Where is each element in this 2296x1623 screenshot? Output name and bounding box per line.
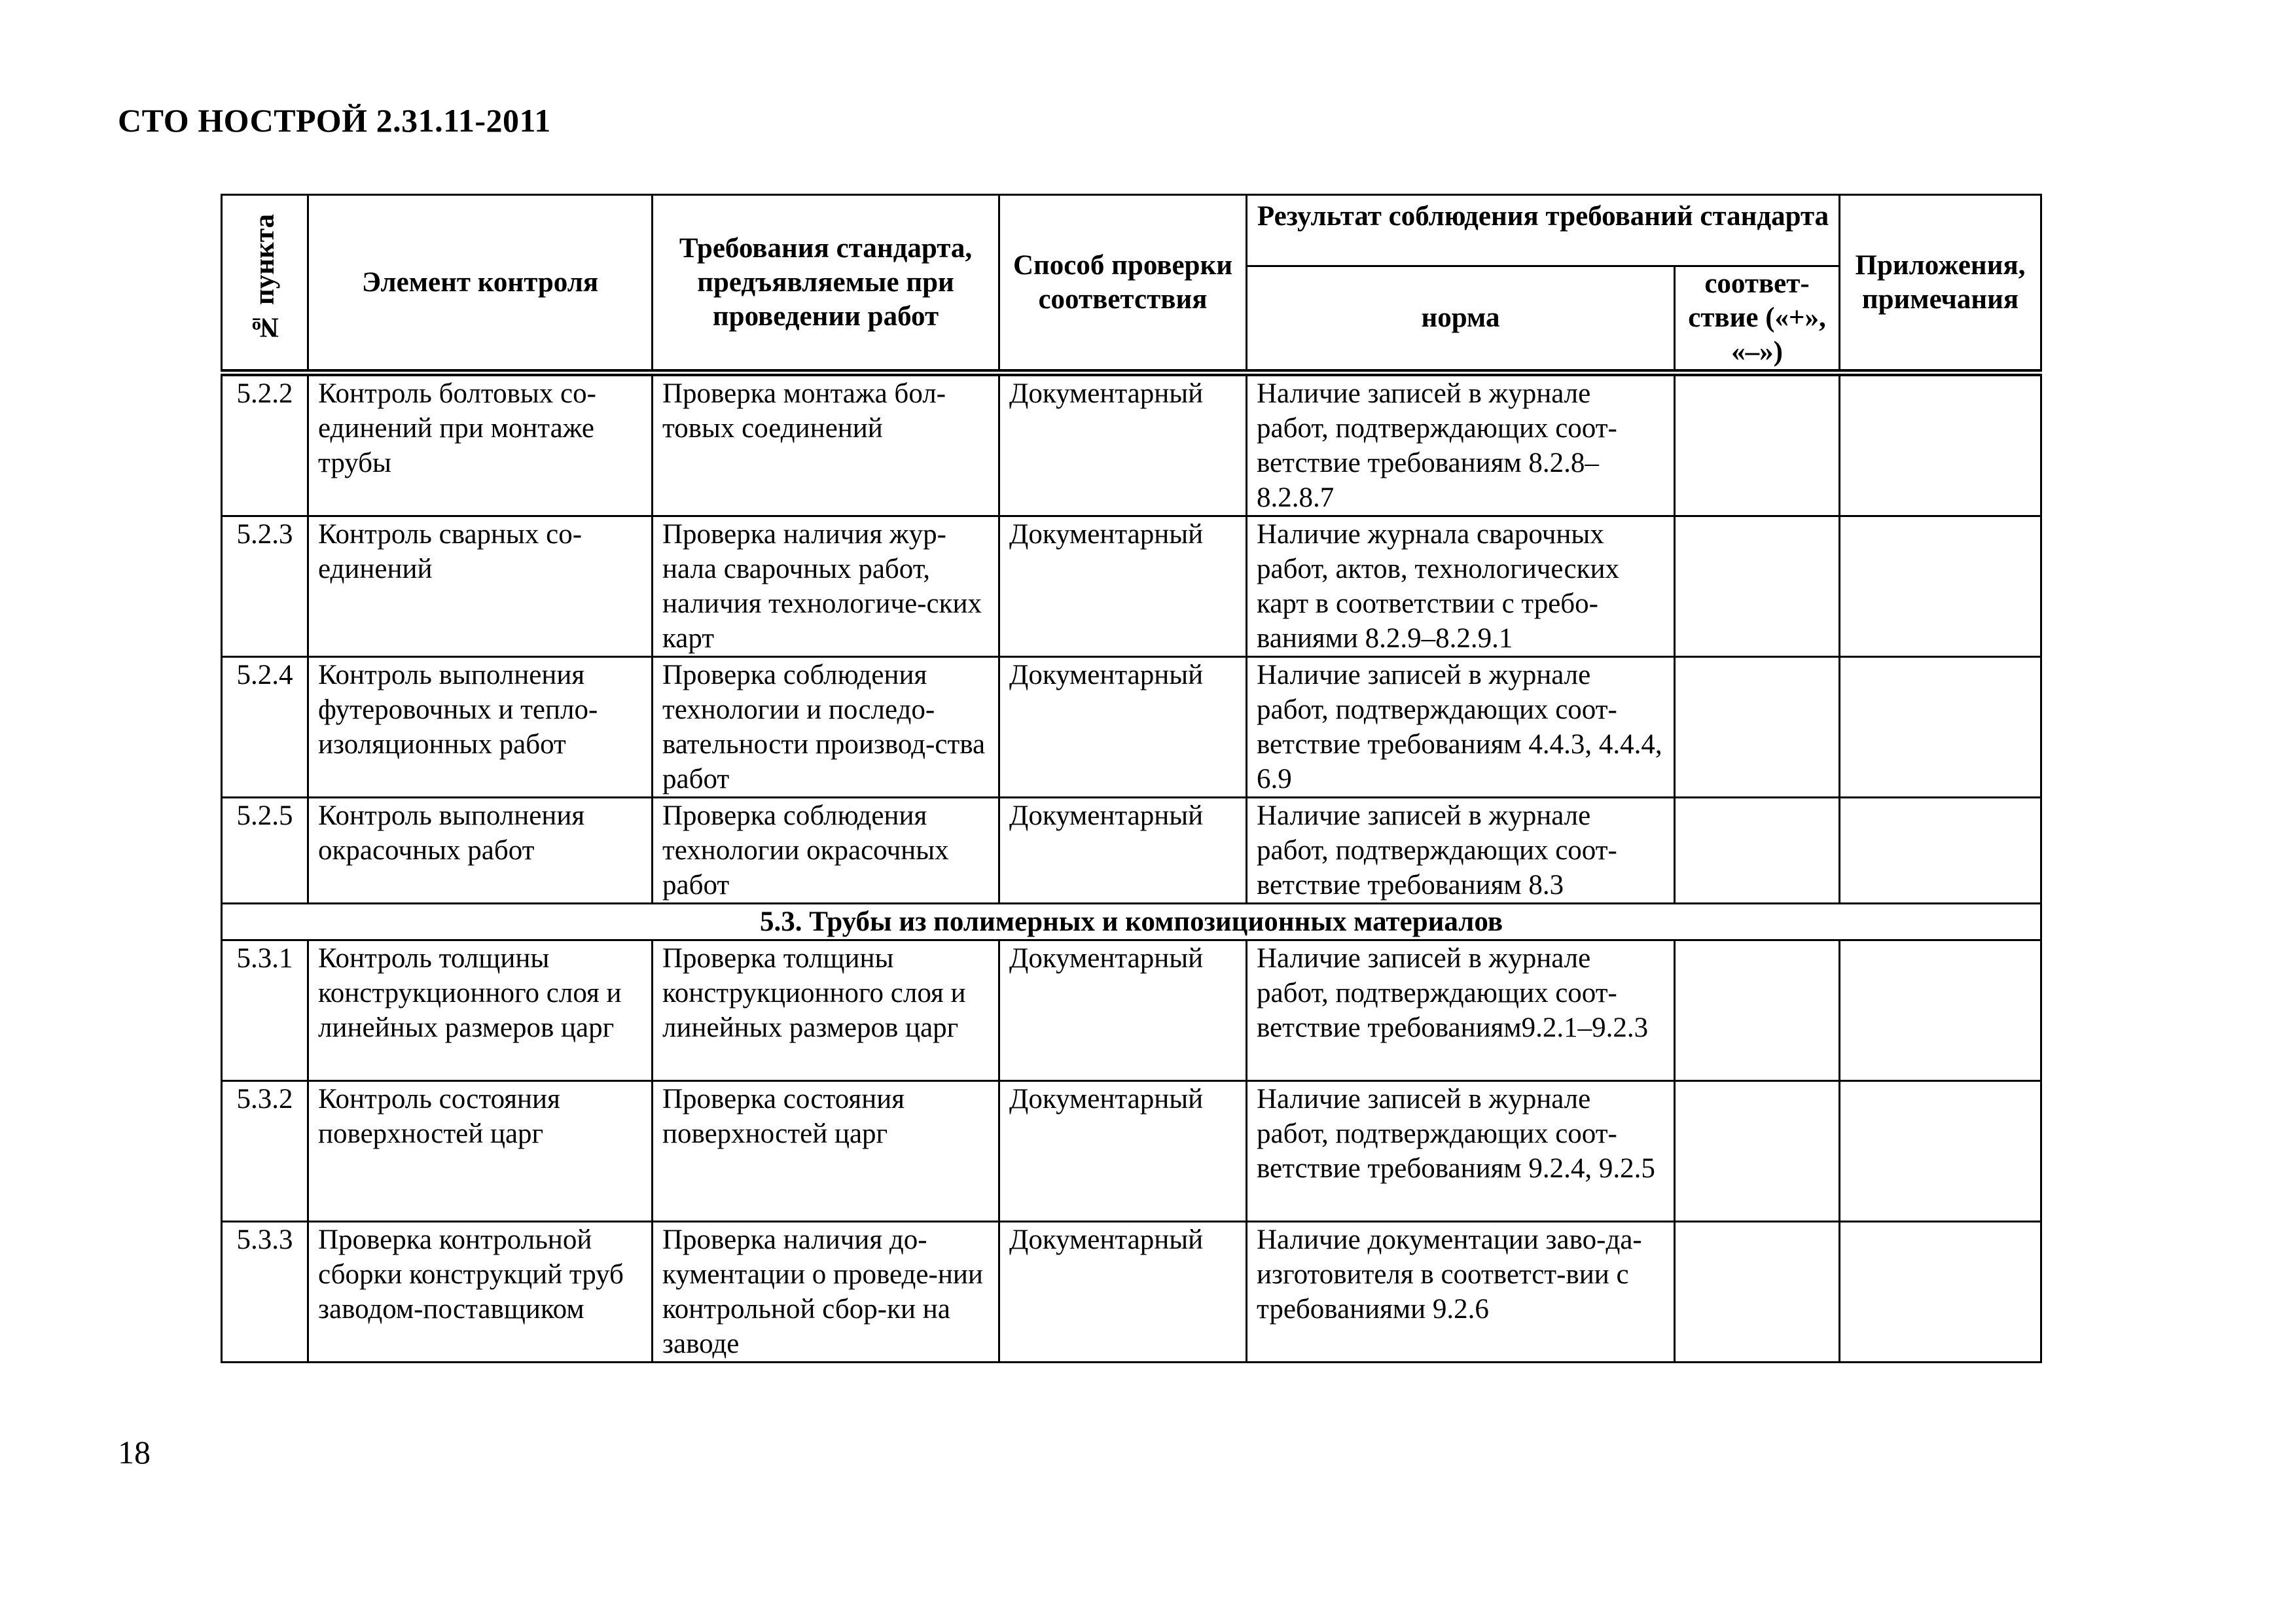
table-row [222, 798, 2041, 904]
document-code: СТО НОСТРОЙ 2.31.11-2011 [118, 102, 551, 139]
row-element: Контроль толщины конструкционного слоя и линейных размеров царг [308, 940, 653, 1081]
row-requirement: Проверка соблюдения технологии окрасочных работ [653, 798, 999, 904]
row-requirement: Проверка наличия жур-нала сварочных работ, наличия технологиче-ских карт [653, 516, 999, 657]
row-method: Документарный [999, 657, 1247, 798]
header-element: Элемент контроля [308, 195, 653, 373]
row-notes [1840, 940, 2041, 1081]
row-method: Документарный [999, 940, 1247, 1081]
table-row [222, 657, 2041, 798]
section-row [222, 904, 2041, 940]
row-element: Контроль сварных со-единений [308, 516, 653, 657]
row-element: Контроль выполнения футеровочных и тепло-изоляционных работ [308, 657, 653, 798]
row-notes [1840, 657, 2041, 798]
row-element: Контроль состояния поверхностей царг [308, 1081, 653, 1222]
header-requirements: Требования стандарта, предъявляемые при проведении работ [653, 195, 999, 373]
row-notes [1840, 1081, 2041, 1222]
header-result-group: Результат соблюдения требований стандарта [1247, 195, 1840, 266]
row-compliance [1675, 373, 1840, 516]
row-norm: Наличие записей в журнале работ, подтверждающих соот-ветствие требованиям9.2.1–9.2.3 [1247, 940, 1675, 1081]
row-norm: Наличие записей в журнале работ, подтверждающих соот-ветствие требованиям 4.4.3, 4.4.4, 6.9 [1247, 657, 1675, 798]
row-method: Документарный [999, 798, 1247, 904]
row-compliance [1675, 1081, 1840, 1222]
section-title: 5.3. Трубы из полимерных и композиционных материалов [222, 904, 2041, 940]
control-table [221, 194, 2042, 1363]
row-num: 5.3.3 [222, 1222, 308, 1363]
header-method: Способ проверки соответствия [999, 195, 1247, 373]
table-body [222, 373, 2041, 1363]
row-method: Документарный [999, 373, 1247, 516]
row-element: Проверка контрольной сборки конструкций труб заводом-поставщиком [308, 1222, 653, 1363]
table-row [222, 1222, 2041, 1363]
table-row [222, 1081, 2041, 1222]
row-num: 5.2.3 [222, 516, 308, 657]
table-row [222, 516, 2041, 657]
table-header [222, 195, 2041, 373]
header-num [222, 195, 308, 373]
row-notes [1840, 373, 2041, 516]
row-num: 5.2.2 [222, 373, 308, 516]
row-method: Документарный [999, 516, 1247, 657]
row-notes [1840, 798, 2041, 904]
row-compliance [1675, 657, 1840, 798]
table-row [222, 940, 2041, 1081]
row-element: Контроль выполнения окрасочных работ [308, 798, 653, 904]
row-norm: Наличие записей в журнале работ, подтверждающих соот-ветствие требованиям 9.2.4, 9.2.5 [1247, 1081, 1675, 1222]
row-requirement: Проверка монтажа бол-товых соединений [653, 373, 999, 516]
table-row [222, 373, 2041, 516]
row-notes [1840, 516, 2041, 657]
row-requirement: Проверка состояния поверхностей царг [653, 1081, 999, 1222]
row-num: 5.3.2 [222, 1081, 308, 1222]
row-norm: Наличие документации заво-да-изготовителя в соответст-вии с требованиями 9.2.6 [1247, 1222, 1675, 1363]
row-num: 5.3.1 [222, 940, 308, 1081]
header-notes: Приложения, примечания [1840, 195, 2041, 373]
header-compliance: соответ-ствие («+», «–») [1675, 266, 1840, 373]
row-compliance [1675, 1222, 1840, 1363]
row-compliance [1675, 516, 1840, 657]
row-num: 5.2.5 [222, 798, 308, 904]
row-method: Документарный [999, 1222, 1247, 1363]
header-norm: норма [1247, 266, 1675, 373]
row-compliance [1675, 940, 1840, 1081]
header-num-label: № пункта [249, 213, 280, 343]
row-notes [1840, 1222, 2041, 1363]
row-norm: Наличие записей в журнале работ, подтверждающих соот-ветствие требованиям 8.3 [1247, 798, 1675, 904]
row-norm: Наличие записей в журнале работ, подтверждающих соот-ветствие требованиям 8.2.8–8.2.8.7 [1247, 373, 1675, 516]
row-compliance [1675, 798, 1840, 904]
page-number: 18 [118, 1434, 151, 1471]
row-method: Документарный [999, 1081, 1247, 1222]
row-requirement: Проверка наличия до-кументации о проведе-нии контрольной сбор-ки на заводе [653, 1222, 999, 1363]
row-norm: Наличие журнала сварочных работ, актов, технологических карт в соответствии с требо-ваниями 8.2.9–8.2.9.1 [1247, 516, 1675, 657]
row-num: 5.2.4 [222, 657, 308, 798]
row-element: Контроль болтовых со-единений при монтаже трубы [308, 373, 653, 516]
row-requirement: Проверка толщины конструкционного слоя и линейных размеров царг [653, 940, 999, 1081]
row-requirement: Проверка соблюдения технологии и последо-вательности производ-ства работ [653, 657, 999, 798]
